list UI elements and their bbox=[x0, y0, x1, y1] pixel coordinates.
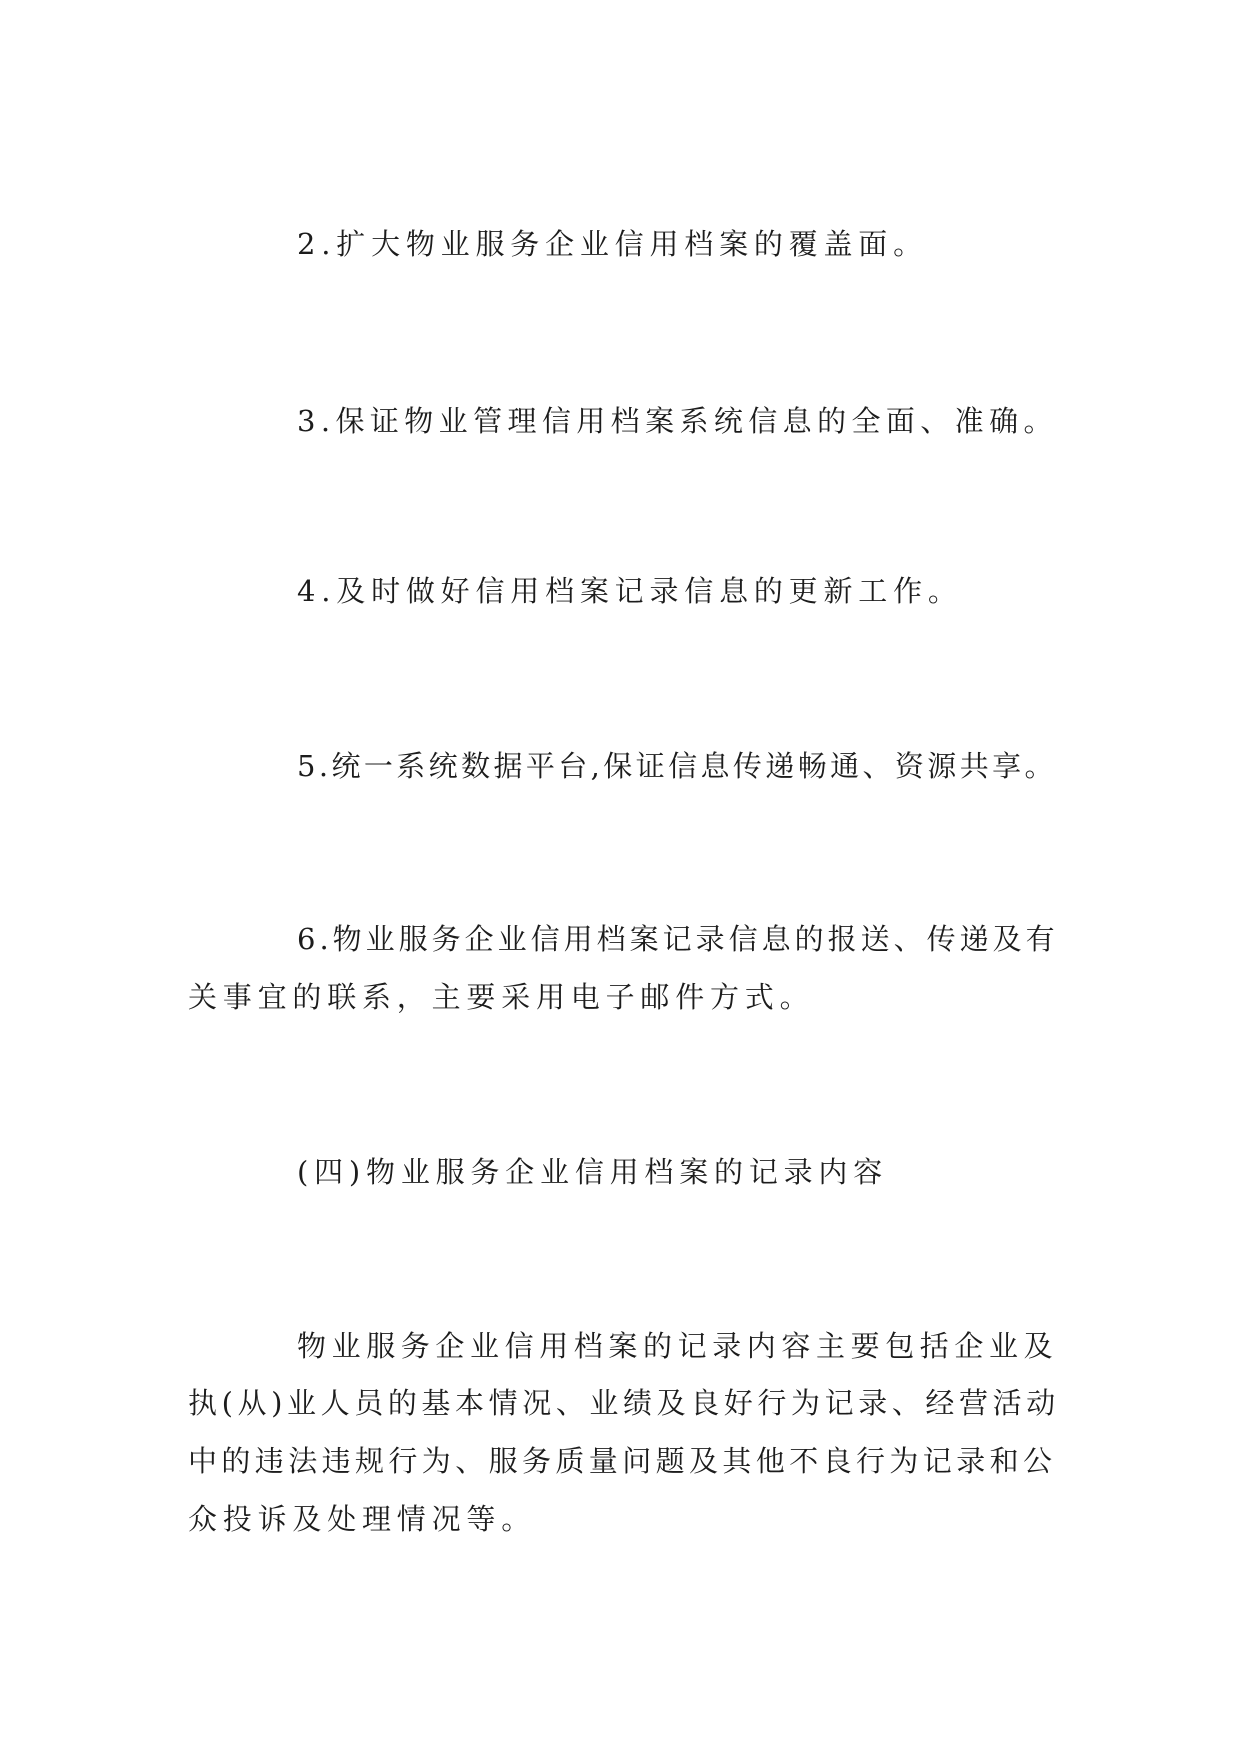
section-heading: (四)物业服务企业信用档案的记录内容 bbox=[297, 1155, 889, 1189]
item-3-line-1: 3.保证物业管理信用档案系统信息的全面、准确。 bbox=[297, 404, 1058, 438]
body-paragraph-line-4: 众投诉及处理情况等。 bbox=[188, 1502, 537, 1536]
item-5-line-1: 5.统一系统数据平台,保证信息传递畅通、资源共享。 bbox=[297, 749, 1057, 783]
item-6-line-1: 6.物业服务企业信用档案记录信息的报送、传递及有 bbox=[297, 922, 1059, 956]
item-6-line-2: 关事宜的联系，主要采用电子邮件方式。 bbox=[188, 980, 815, 1014]
item-2-line-1: 2.扩大物业服务企业信用档案的覆盖面。 bbox=[297, 227, 928, 261]
item-4-line-1: 4.及时做好信用档案记录信息的更新工作。 bbox=[297, 574, 963, 608]
body-paragraph-line-3: 中的违法违规行为、服务质量问题及其他不良行为记录和公 bbox=[188, 1444, 1057, 1478]
body-paragraph-line-1: 物业服务企业信用档案的记录内容主要包括企业及 bbox=[297, 1329, 1059, 1363]
body-paragraph-line-2: 执(从)业人员的基本情况、业绩及良好行为记录、经营活动 bbox=[188, 1386, 1060, 1420]
